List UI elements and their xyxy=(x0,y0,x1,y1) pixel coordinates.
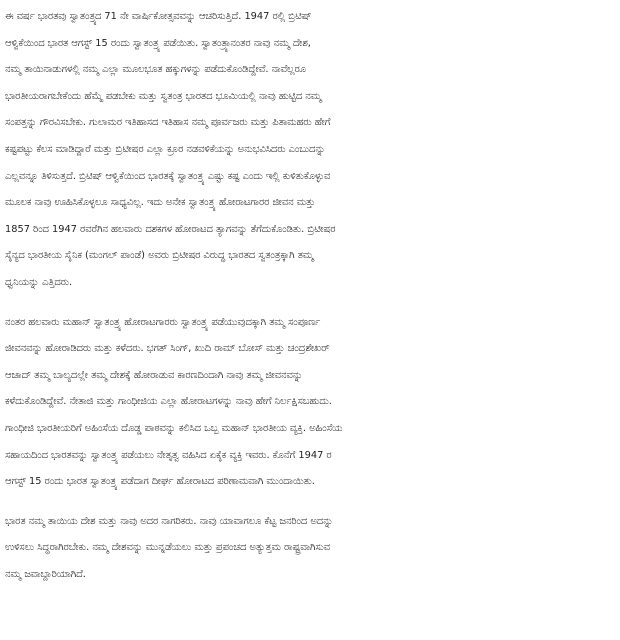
paragraph-line: ನಂತರ ಹಲವಾರು ಮಹಾನ್ ಸ್ವಾತಂತ್ರ್ಯ ಹೋರಾಟಗಾರರು ಸ್ವಾತಂತ್ರ್ಯ ಪಡೆಯುವುದಕ್ಕಾಗಿ ತಮ್ಮ ಸಂಪೂರ್ಣ xyxy=(5,316,321,328)
paragraph-line: ಭಾರತೀಯರಾಗಬೇಕೆಂದು ಹೆಮ್ಮೆ ಪಡಬೇಕು ಮತ್ತು ಸ್ವತಂತ್ರ ಭಾರತದ ಭೂಮಿಯಲ್ಲಿ ನಾವು ಹುಟ್ಟಿದ ನಮ್ಮ xyxy=(5,90,322,102)
paragraph-line: ಆಳ್ವಿಕೆಯಿಂದ ಭಾರತ ಆಗಸ್ಟ್ 15 ರಂದು ಸ್ವಾತಂತ್ರ್ಯ ಪಡೆಯಿತು. ಸ್ವಾತಂತ್ರ್ಯಾನಂತರ ನಾವು ನಮ್ಮ ದೇಶ, xyxy=(5,37,311,49)
paragraph-line: ಉಳಿಸಲು ಸಿದ್ಧರಾಗಿರಬೇಕು. ನಮ್ಮ ದೇಶವನ್ನು ಮುನ್ನಡೆಯಲು ಮತ್ತು ಪ್ರಪಂಚದ ಅತ್ಯುತ್ತಮ ರಾಷ್ಟ್ರವಾಗಿಸುವ xyxy=(5,542,330,554)
paragraph-line: 1857 ರಿಂದ 1947 ರವರೆಗಿನ ಹಲವಾರು ದಶಕಗಳ ಹೋರಾಟದ ತ್ಯಾಗವನ್ನು ತೆಗೆದುಕೊಂಡಿತು. ಬ್ರಿಟೀಷರ xyxy=(5,223,336,235)
paragraph-line: ಮೂಲಕ ನಾವು ಊಹಿಸಿಕೊಳ್ಳಲೂ ಸಾಧ್ಯವಿಲ್ಲ. ಇದು ಅನೇಕ ಸ್ವಾತಂತ್ರ್ಯ ಹೋರಾಟಗಾರರ ಜೀವನ ಮತ್ತು xyxy=(5,197,316,209)
paragraph-line: ಸೈನ್ಯದ ಭಾರತೀಯ ಸೈನಿಕ (ಮಂಗಲ್ ಪಾಂಡೆ) ಅವರು ಬ್ರಿಟೀಷರ ವಿರುದ್ಧ ಭಾರತದ ಸ್ವತಂತ್ರಕ್ಕಾಗಿ ತಮ್ಮ xyxy=(5,250,314,262)
paragraph-line: ಭಾರತ ನಮ್ಮ ತಾಯಿಯ ದೇಶ ಮತ್ತು ನಾವು ಅದರ ನಾಗರಿಕರು. ನಾವು ಯಾವಾಗಲೂ ಕೆಟ್ಟ ಜನರಿಂದ ಅದನ್ನು xyxy=(5,515,334,527)
paragraph-line: ಜೀವನವನ್ನು ಹೋರಾಡಿದರು ಮತ್ತು ಕಳೆದರು. ಭಗತ್ ಸಿಂಗ್, ಖುದಿ ರಾಮ್ ಬೋಸ್ ಮತ್ತು ಚಂದ್ರಶೇಖರ್ xyxy=(5,343,330,355)
paragraph-line: ಈ ವರ್ಷ ಭಾರತವು ಸ್ವಾತಂತ್ರ್ಯದ 71 ನೇ ವಾರ್ಷಿಕೋತ್ಸವವನ್ನು ಆಚರಿಸುತ್ತಿದೆ. 1947 ರಲ್ಲಿ ಬ್ರಿಟಿಷ್ xyxy=(5,11,312,22)
paragraph-line: ಕಳೆದುಕೊಂಡಿದ್ದೇವೆ. ನೇತಾಜಿ ಮತ್ತು ಗಾಂಧೀಜಿಯ ಎಲ್ಲಾ ಹೋರಾಟಗಳನ್ನು ನಾವು ಹೇಗೆ ನಿರ್ಲಕ್ಷಿಸಬಹುದು. xyxy=(5,396,332,408)
paragraph-line: ನಮ್ಮ ಜವಾಬ್ದಾರಿಯಾಗಿದೆ. xyxy=(5,568,86,580)
paragraph-1 xyxy=(5,4,614,297)
paragraph-3 xyxy=(5,509,614,589)
paragraph-line: ಗಾಂಧೀಜಿ ಭಾರತೀಯರಿಗೆ ಅಹಿಂಸೆಯ ದೊಡ್ಡ ಪಾಠವನ್ನು ಕಲಿಸಿದ ಒಬ್ಬ ಮಹಾನ್ ಭಾರತೀಯ ವ್ಯಕ್ತಿ. ಅಹಿಂಸೆಯ xyxy=(5,422,343,434)
paragraph-line: ಸಂಪತ್ತನ್ನು ಗೌರವಿಸಬೇಕು. ಗುಲಾಮರ ಇತಿಹಾಸದ ಇತಿಹಾಸ ನಮ್ಮ ಪೂರ್ವಜರು ಮತ್ತು ಪಿತಾಮಹರು ಹೇಗೆ xyxy=(5,117,331,129)
paragraph-line: ಆಗಸ್ಟ್ 15 ರಂದು ಭಾರತ ಸ್ವಾತಂತ್ರ್ಯ ಪಡೆದಾಗ ದೀರ್ಘ ಹೋರಾಟದ ಪರಿಣಾಮವಾಗಿ ಮುಂದಾಯಿತು. xyxy=(5,476,315,488)
paragraph-line: ನಮ್ಮ ತಾಯಿನಾಡುಗಳಲ್ಲಿ ನಮ್ಮ ಎಲ್ಲಾ ಮೂಲಭೂತ ಹಕ್ಕುಗಳನ್ನು ಪಡೆದುಕೊಂಡಿದ್ದೇವೆ. ನಾವೆಲ್ಲರೂ xyxy=(5,64,306,76)
paragraph-line: ಧ್ವನಿಯನ್ನು ಎತ್ತಿದರು. xyxy=(5,276,73,288)
paragraph-line: ಸಹಾಯದಿಂದ ಭಾರತವನ್ನು ಸ್ವಾತಂತ್ರ್ಯ ಪಡೆಯಲು ನೇತೃತ್ವ ವಹಿಸಿದ ಏಕೈಕ ವ್ಯಕ್ತಿ ಇವರು. ಕೊನೆಗೆ 1947 ರ xyxy=(5,449,332,461)
paragraph-line: ಎಲ್ಲವನ್ನೂ ತಿಳಿಸುತ್ತದೆ. ಬ್ರಿಟಿಷ್ ಆಳ್ವಿಕೆಯಿಂದ ಭಾರತಕ್ಕೆ ಸ್ವಾತಂತ್ರ್ಯ ಎಷ್ಟು ಕಷ್ಟ ಎಂದು ಇಲ್ಲಿ ಕುಳಿತುಕೊಳ್ಳುವ xyxy=(5,170,331,182)
paragraph-2 xyxy=(5,310,614,496)
paragraph-line: ಕಷ್ಟಪಟ್ಟು ಕೆಲಸ ಮಾಡಿದ್ದಾರೆ ಮತ್ತು ಬ್ರಿಟೀಷರ ಎಲ್ಲಾ ಕ್ರೂರ ನಡವಳಿಕೆಯನ್ನು ಅನುಭವಿಸಿದರು ಎಂಬುದನ್ನು xyxy=(5,143,326,155)
paragraph-line: ಆಜಾದ್ ತಮ್ಮ ಬಾಲ್ಯದಲ್ಲೇ ತಮ್ಮ ದೇಶಕ್ಕೆ ಹೋರಾಡುವ ಕಾರಣದಿಂದಾಗಿ ನಾವು ತಮ್ಮ ಜೀವನವನ್ನು xyxy=(5,369,303,381)
